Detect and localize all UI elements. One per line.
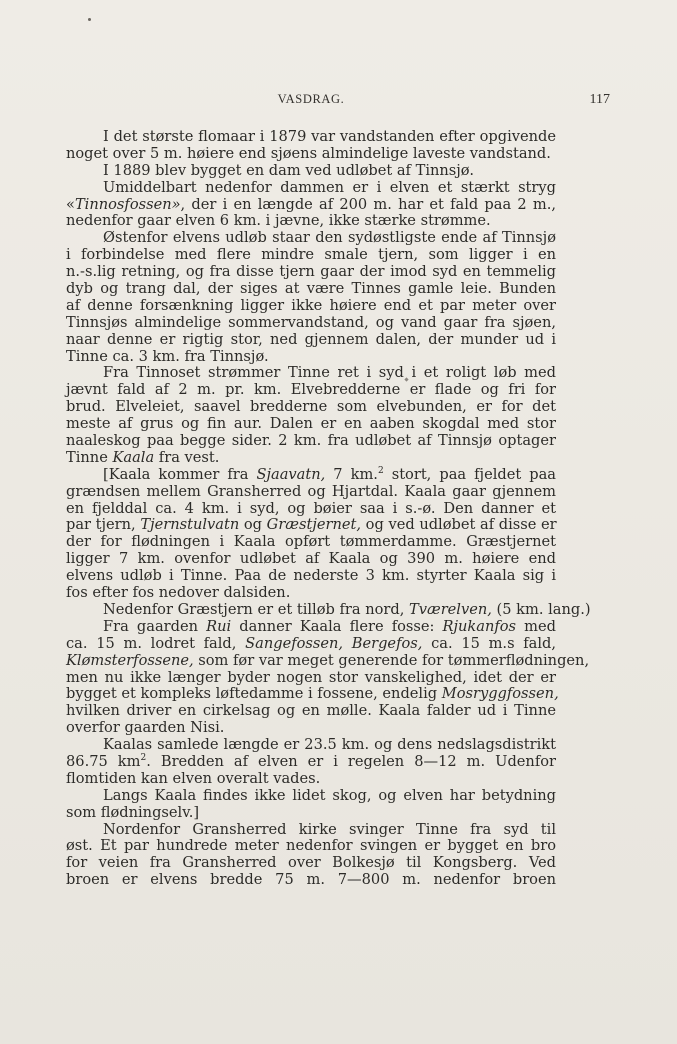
text-line: dyb og trang dal, der siges at være Tinnes gamle leie. Bunden xyxy=(66,280,556,298)
text-line: flomtiden kan elven overalt vades. xyxy=(66,769,321,787)
text-line: meste af grus og fin aur. Dalen er en aaben skogdal med stor xyxy=(66,415,556,433)
text-line xyxy=(66,651,590,670)
italic-name: Sangefossen, Bergefos, xyxy=(245,634,423,652)
italic-name: Klømsterfossene, xyxy=(66,651,194,669)
header-title: VASDRAG. xyxy=(277,92,345,106)
text-run: ca. 15 m.s fald, xyxy=(422,634,557,652)
text-run: (5 km. lang.) xyxy=(491,600,591,618)
text-line xyxy=(66,600,591,619)
text-line: brud. Elveleiet, saavel bredderne som elvebunden, er for det xyxy=(66,398,556,416)
text-run: Nedenfor Græstjern er et tilløb fra nord, xyxy=(103,600,409,618)
text-line xyxy=(66,450,556,467)
superscript: 2 xyxy=(377,465,384,476)
text-run: ca. 15 m. lodret fald, xyxy=(66,634,246,652)
text-run: , der i en længde af 200 m. har et fald paa 2 m., xyxy=(180,195,556,213)
italic-name: Græstjernet, xyxy=(266,516,362,534)
page-number: 117 xyxy=(589,92,610,107)
text-line: der for flødningen i Kaala opført tømmerdamme. Græstjernet xyxy=(66,533,556,551)
text-line: Umiddelbart nedenfor dammen er i elven et stærkt stryg xyxy=(103,178,556,196)
text-run: . Bredden af elven er i regelen 8—12 m. Udenfor xyxy=(146,752,556,770)
text-line xyxy=(66,619,556,636)
text-line: Nordenfor Gransherred kirke svinger Tinne fra syd til xyxy=(103,820,556,838)
text-run: Fra gaarden xyxy=(103,617,207,635)
text-line: I 1889 blev bygget en dam ved udløbet af Tinnsjø. xyxy=(103,161,474,179)
text-line: i forbindelse med flere mindre smale tjern, som ligger i en xyxy=(66,246,556,264)
text-line: hvilken driver en cirkelsag og en mølle. Kaala falder ud i Tinne xyxy=(66,702,556,720)
text-run: 86.75 km xyxy=(66,752,141,770)
text-run: bygget et kompleks løftedamme i fossene, endelig xyxy=(66,685,442,703)
text-line: noget over 5 m. høiere end sjøens almindelige laveste vandstand. xyxy=(66,144,551,162)
italic-name: Rui xyxy=(206,617,232,635)
text-line: ligger 7 km. ovenfor udløbet af Kaala og 390 m. høiere end xyxy=(66,550,556,568)
italic-name: Tværelven, xyxy=(409,600,492,618)
text-run: danner Kaala flere fosse: xyxy=(231,617,443,635)
print-speck xyxy=(88,18,91,21)
text-line: grændsen mellem Gransherred og Hjartdal. Kaala gaar gjennem xyxy=(66,482,556,500)
text-line: jævnt fald af 2 m. pr. km. Elvebredderne er flade og fri for xyxy=(66,381,556,399)
text-line: men nu ikke længer byder nogen stor vanskelighed, idet der er xyxy=(66,668,556,686)
text-line xyxy=(66,685,559,703)
text-line: Fra Tinnoset strømmer Tinne ret i syd i et roligt løb med xyxy=(103,364,556,382)
text-run: « xyxy=(66,195,75,213)
text-line: broen er elvens bredde 75 m. 7—800 m. nedenfor broen xyxy=(66,871,556,889)
italic-name: Rjukanfos xyxy=(442,617,517,635)
text-line: naaleskog paa begge sider. 2 km. fra udløbet af Tinnsjø optager xyxy=(66,432,556,450)
italic-name: Sjaavatn, xyxy=(256,465,326,483)
text-line: I det største flomaar i 1879 var vandstanden efter opgivende xyxy=(103,128,556,145)
text-line: øst. Et par hundrede meter nedenfor svingen er bygget en bro xyxy=(66,837,556,855)
text-run: og xyxy=(239,516,267,534)
text-line: naar denne er rigtig stor, ned gjennem dalen, der munder ud i xyxy=(66,330,556,348)
text-line: som flødningselv.] xyxy=(66,803,200,821)
text-run: fra vest. xyxy=(154,448,220,466)
italic-name: Tjernstulvatn xyxy=(140,516,240,534)
text-line: fos efter fos nedover dalsiden. xyxy=(66,584,291,602)
text-line xyxy=(66,517,556,534)
text-line xyxy=(66,467,556,484)
italic-name: Mosryggfossen, xyxy=(441,685,559,703)
text-line xyxy=(66,636,556,653)
text-line: Østenfor elvens udløb staar den sydøstligste ende af Tinnsjø xyxy=(103,229,556,247)
text-line: Tinne ca. 3 km. fra Tinnsjø. xyxy=(66,347,269,365)
text-line xyxy=(66,754,556,771)
text-run: 7 km. xyxy=(325,465,378,483)
text-line: Tinnsjøs almindelige sommervandstand, og vand gaar fra sjøen, xyxy=(66,313,556,331)
text-line: af denne forsænkning ligger ikke høiere end et par meter over xyxy=(66,296,556,314)
text-line: Langs Kaala findes ikke lidet skog, og elven har betydning xyxy=(103,786,556,804)
italic-name: Tinnosfossen» xyxy=(74,195,181,213)
text-line: Kaalas samlede længde er 23.5 km. og dens nedslagsdistrikt xyxy=(103,736,556,754)
text-line: nedenfor gaar elven 6 km. i jævne, ikke stærke strømme. xyxy=(66,212,491,230)
text-run: [Kaala kommer fra xyxy=(103,465,257,483)
text-line: elvens udløb i Tinne. Paa de nederste 3 km. styrter Kaala sig i xyxy=(66,567,556,585)
running-header xyxy=(66,92,610,114)
superscript: 2 xyxy=(140,753,147,764)
text-line: overfor gaarden Nisi. xyxy=(66,719,225,737)
text-line: en fjelddal ca. 4 km. i syd, og bøier saa i s.-ø. Den danner et xyxy=(66,499,556,517)
text-run: og ved udløbet af disse er xyxy=(361,516,557,534)
body-text xyxy=(66,128,591,889)
text-line: n.-s.lig retning, og fra disse tjern gaar der imod syd en temmelig xyxy=(66,263,556,281)
text-run: Tinne xyxy=(66,448,113,466)
text-line: for veien fra Gransherred over Bolkesjø til Kongsberg. Ved xyxy=(66,854,556,872)
text-run: par tjern, xyxy=(66,516,141,534)
italic-name: Kaala xyxy=(112,448,155,466)
text-run: stort, paa fjeldet paa xyxy=(383,465,556,483)
text-run: som før var meget generende for tømmerflødningen, xyxy=(193,651,590,669)
text-run: med xyxy=(516,617,556,635)
text-line xyxy=(66,197,556,214)
